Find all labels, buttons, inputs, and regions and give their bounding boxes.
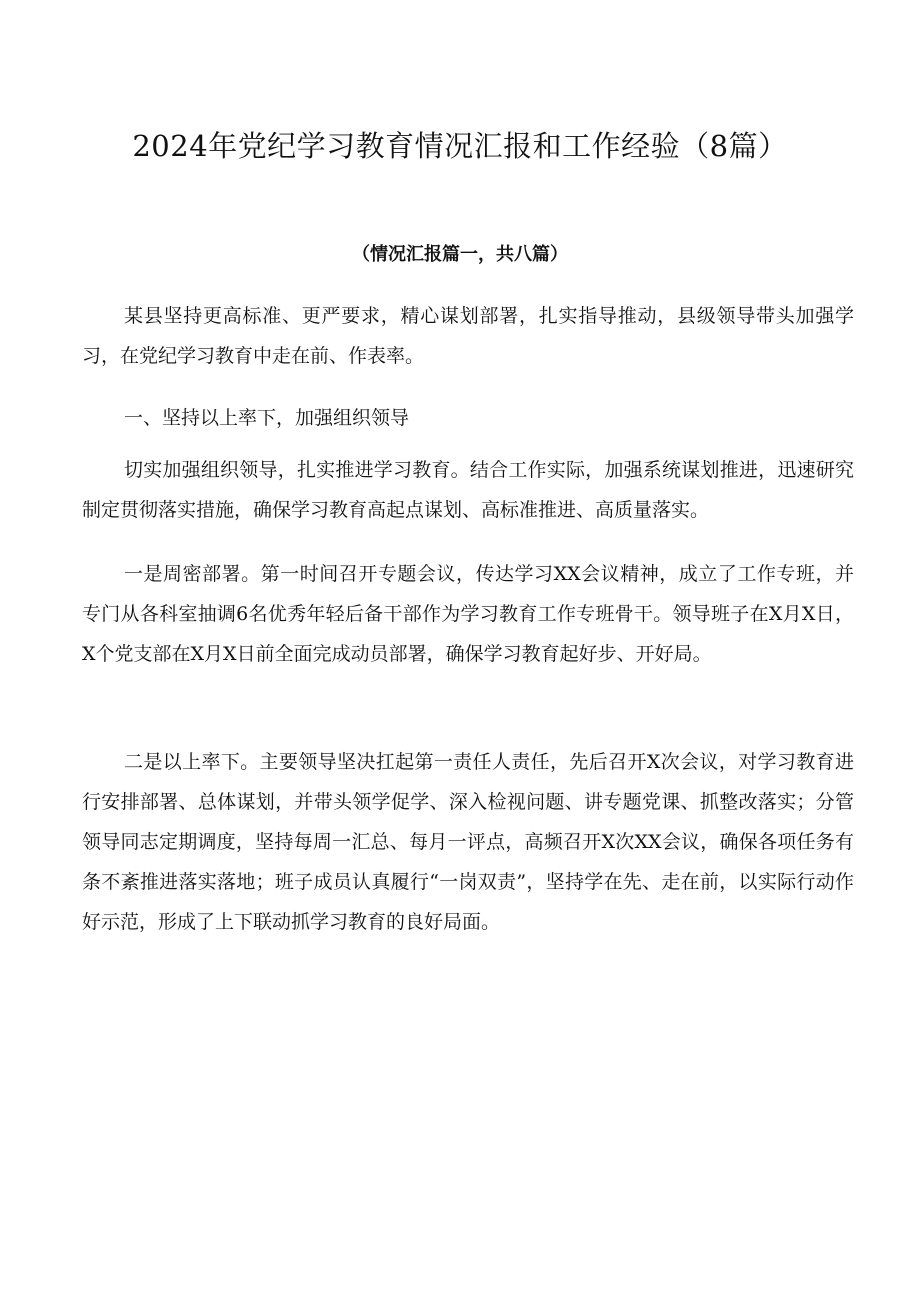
document-subtitle: （情况汇报篇一，共八篇） (352, 244, 568, 265)
document-title: 2024年党纪学习教育情况汇报和工作经验（8篇） (132, 129, 788, 163)
section-heading: 一、坚持以上率下，加强组织领导 (124, 407, 410, 429)
paragraph-deployment: 一是周密部署。第一时间召开专题会议，传达学习XX会议精神，成立了工作专班，并专门从各科室抽调6名优秀年轻后备干部作为学习教育工作专班骨干。领导班子在X月X日，X个党支部在X月X日前全面完成动员部署，确保学习教育起好步、开好局。 (82, 563, 854, 665)
paragraph-intro: 某县坚持更高标准、更严要求，精心谋划部署，扎实指导推动，县级领导带头加强学习，在党纪学习教育中走在前、作表率。 (82, 305, 854, 367)
paragraph-organization: 切实加强组织领导，扎实推进学习教育。结合工作实际，加强系统谋划推进，迅速研究制定贯彻落实措施，确保学习教育高起点谋划、高标准推进、高质量落实。 (82, 459, 854, 521)
paragraph-leadership: 二是以上率下。主要领导坚决扛起第一责任人责任，先后召开X次会议，对学习教育进行安排部署、总体谋划，并带头领学促学、深入检视问题、讲专题党课、抓整改落实；分管领导同志定期调度，坚持每周一汇总、每月一评点，高频召开X次XX会议，确保各项任务有条不紊推进落实落地；班子成员认真履行“一岗双责”，坚持学在先、走在前，以实际行动作好示范，形成了上下联动抓学习教育的良好局面。 (82, 751, 854, 933)
